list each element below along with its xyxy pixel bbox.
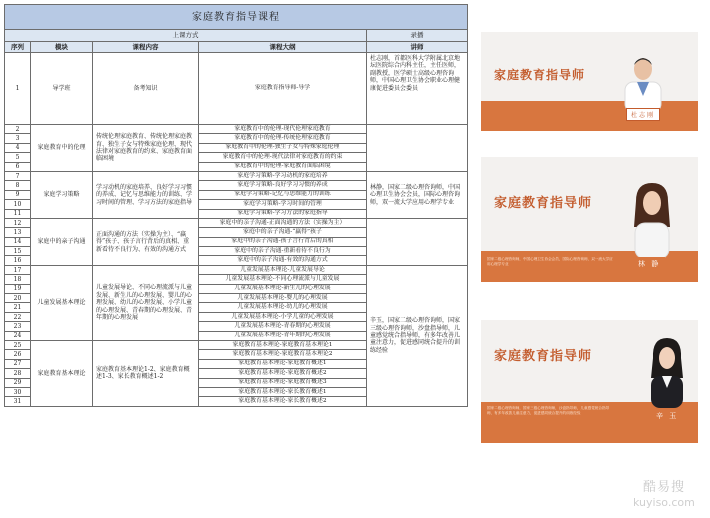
seq-cell: 4 (5, 143, 31, 152)
card-title: 家庭教育指导师 (494, 68, 586, 82)
seq-cell: 28 (5, 369, 31, 378)
content-cell: 家庭教育基本理论1-2、家庭教育概述1-3、家长教育概述1-2 (93, 340, 199, 406)
module-cell: 家庭中的亲子沟通 (31, 218, 93, 265)
module-cell: 家庭教育基本理论 (31, 340, 93, 406)
teacher-cell: 辛玉，国家二级心理咨询师，国家三级心理咨询师，沙盘指导师，儿童感觉统合指导师，有多年改善儿童注意力，促进感同统合提升的训练经验 (367, 265, 468, 406)
teacher-cell (367, 218, 468, 265)
teacher-name-tag: 林 静 (633, 257, 665, 271)
outline-cell: 家庭教育中的伦理-独生子女与特殊家庭伦理 (199, 143, 367, 152)
watermark-sub: kuyiso.com (633, 496, 695, 509)
teacher-card-lin (481, 157, 698, 282)
teacher-cell: 林静，国家二级心理咨询师，中国心理卫生协会会员，国际心理咨询师，双一流大学应用心理学专业 (367, 171, 468, 218)
seq-cell: 10 (5, 200, 31, 209)
outline-cell: 家庭教育基本理论-家长教育概述1 (199, 387, 367, 396)
seq-cell: 27 (5, 359, 31, 368)
seq-cell: 25 (5, 340, 31, 349)
outline-cell: 家庭教育基本理论-家庭教育概述2 (199, 369, 367, 378)
seq-cell: 29 (5, 378, 31, 387)
seq-cell: 3 (5, 134, 31, 143)
outline-cell: 家庭教育中的伦理-传统伦理家庭教育 (199, 134, 367, 143)
seq-cell: 22 (5, 312, 31, 321)
course-table-sheet (4, 4, 467, 407)
outline-cell: 家庭中的亲子沟通-“赢得”孩子 (199, 228, 367, 237)
section-live-label: 上课方式 (5, 30, 367, 42)
header-outline: 课程大纲 (199, 42, 367, 53)
module-cell: 家庭学习策略 (31, 171, 93, 218)
content-cell: 正面沟通的方法（实操为主）、“赢得”孩子、孩子言行背后的真相、重新看待不良行为、有效的沟通方式 (93, 218, 199, 265)
outline-cell: 儿童发展基本理论-儿童发展导论 (199, 265, 367, 274)
outline-cell: 家庭教育中的伦理-现代伦理家庭教育 (199, 125, 367, 134)
header-module: 模块 (31, 42, 93, 53)
teacher-name-tag: 杜志刚 (626, 108, 660, 121)
seq-cell: 30 (5, 387, 31, 396)
outline-cell: 儿童发展基本理论-青春期的心理发展 (199, 322, 367, 331)
outline-cell: 家庭教育中的伦理-现代法律对家庭教育的约束 (199, 153, 367, 162)
header-seq: 序列 (5, 42, 31, 53)
outline-cell: 家庭中的亲子沟通-正面沟通的方法（实操为主） (199, 218, 367, 227)
outline-cell: 儿童发展基本理论-小学儿童的心理发展 (199, 312, 367, 321)
card-band (481, 101, 698, 131)
teacher-cell (367, 125, 468, 172)
teacher-photo-icon (623, 50, 663, 112)
teacher-photo-icon (629, 179, 675, 259)
outline-cell: 家庭教育指导师-导学 (199, 53, 367, 125)
content-cell: 传统伦理家庭教育、传统伦理家庭教育、独生子女与特殊家庭伦理、现代法律对家庭教育的约束、家庭教育面临困境 (93, 125, 199, 172)
module-cell: 家庭教育中的伦理 (31, 125, 93, 172)
content-cell: 儿童发展导论、不同心理流派与儿童发展、新生儿的心理发展、婴儿的心理发展、幼儿的心理发展、小学儿童的心理发展、青春期的心理发展、青年期的心理发展 (93, 265, 199, 340)
seq-cell: 1 (5, 53, 31, 125)
table-row (5, 218, 468, 227)
card-title: 家庭教育指导师 (494, 196, 593, 211)
section-record-label: 录播 (367, 30, 468, 42)
seq-cell: 7 (5, 171, 31, 180)
card-title: 家庭教育指导师 (494, 349, 593, 364)
outline-cell: 家庭教育中的伦理-家庭教育面临困境 (199, 162, 367, 171)
outline-cell: 儿童发展基本理论-幼儿的心理发展 (199, 303, 367, 312)
seq-cell: 17 (5, 265, 31, 274)
outline-cell: 家庭教育基本理论-家庭教育概述3 (199, 378, 367, 387)
seq-cell: 9 (5, 190, 31, 199)
seq-cell: 18 (5, 275, 31, 284)
outline-cell: 家庭学习策略-良好学习习惯的养成 (199, 181, 367, 190)
seq-cell: 26 (5, 350, 31, 359)
outline-cell: 家庭教育基本理论-家庭教育概述1 (199, 359, 367, 368)
seq-cell: 20 (5, 294, 31, 303)
outline-cell: 家庭教育基本理论-家庭教育基本理论2 (199, 350, 367, 359)
table-row (5, 125, 468, 134)
seq-cell: 14 (5, 237, 31, 246)
outline-cell: 家庭学习策略-学习方法的家庭指导 (199, 209, 367, 218)
outline-cell: 家庭学习策略-学习时间的管理 (199, 200, 367, 209)
card-bio-text: 国家二级心理咨询师，国家三级心理咨询师，沙盘指导师，儿童感觉统合指导师，有多年改善儿童注意力，促进感同统合提升的训练经验 (487, 406, 610, 415)
teacher-photo-icon (647, 334, 687, 408)
outline-cell: 家庭中的亲子沟通-重新看待不良行为 (199, 247, 367, 256)
content-cell: 学习动机的家庭培养、良好学习习惯的养成、记忆与思维能力的训练、学习时间的管理、学习方法的家庭指导 (93, 171, 199, 218)
teacher-card-xin (481, 320, 698, 443)
table-row (5, 53, 468, 125)
table-title: 家庭教育指导课程 (5, 5, 468, 30)
teacher-cell: 杜志刚，首都医科大学附属北京地坛医院综合内科主任，主任医师，副教授，医学硕士高级心理咨询师，中国心理卫生协会职业心理健康促进委员会委员 (367, 53, 468, 125)
outline-cell: 儿童发展基本理论-新生儿的心理发展 (199, 284, 367, 293)
header-teacher: 讲师 (367, 42, 468, 53)
teacher-card-du (481, 32, 698, 131)
outline-cell: 儿童发展基本理论-婴儿的心理发展 (199, 294, 367, 303)
module-cell: 导学班 (31, 53, 93, 125)
seq-cell: 15 (5, 247, 31, 256)
seq-cell: 8 (5, 181, 31, 190)
content-cell: 备考知识 (93, 53, 199, 125)
seq-cell: 31 (5, 397, 31, 406)
table-row (5, 171, 468, 180)
course-table (4, 4, 468, 407)
outline-cell: 儿童发展基本理论-青年期的心理发展 (199, 331, 367, 340)
watermark-main: 酷易搜 (643, 480, 686, 495)
header-content: 课程内容 (93, 42, 199, 53)
seq-cell: 5 (5, 153, 31, 162)
outline-cell: 家庭教育基本理论-家庭教育基本理论1 (199, 340, 367, 349)
outline-cell: 家庭学习策略-学习动机的家庭培养 (199, 171, 367, 180)
seq-cell: 12 (5, 218, 31, 227)
outline-cell: 家庭教育基本理论-家长教育概述2 (199, 397, 367, 406)
outline-cell: 家庭学习策略-记忆与思维能力的训练 (199, 190, 367, 199)
seq-cell: 6 (5, 162, 31, 171)
seq-cell: 13 (5, 228, 31, 237)
outline-cell: 家庭中的亲子沟通-孩子言行背后的真相 (199, 237, 367, 246)
seq-cell: 19 (5, 284, 31, 293)
card-bio-text: 国家二级心理咨询师，中国心理卫生协会会员，国际心理咨询师，双一流大学应用心理学专业 (487, 257, 613, 266)
table-row (5, 265, 468, 274)
outline-cell: 儿童发展基本理论-不同心理流派与儿童发展 (199, 275, 367, 284)
seq-cell: 11 (5, 209, 31, 218)
outline-cell: 家庭中的亲子沟通-有效的沟通方式 (199, 256, 367, 265)
module-cell: 儿童发展基本理论 (31, 265, 93, 340)
teacher-name-tag: 辛 玉 (651, 409, 683, 423)
seq-cell: 16 (5, 256, 31, 265)
seq-cell: 24 (5, 331, 31, 340)
seq-cell: 2 (5, 125, 31, 134)
seq-cell: 23 (5, 322, 31, 331)
seq-cell: 21 (5, 303, 31, 312)
